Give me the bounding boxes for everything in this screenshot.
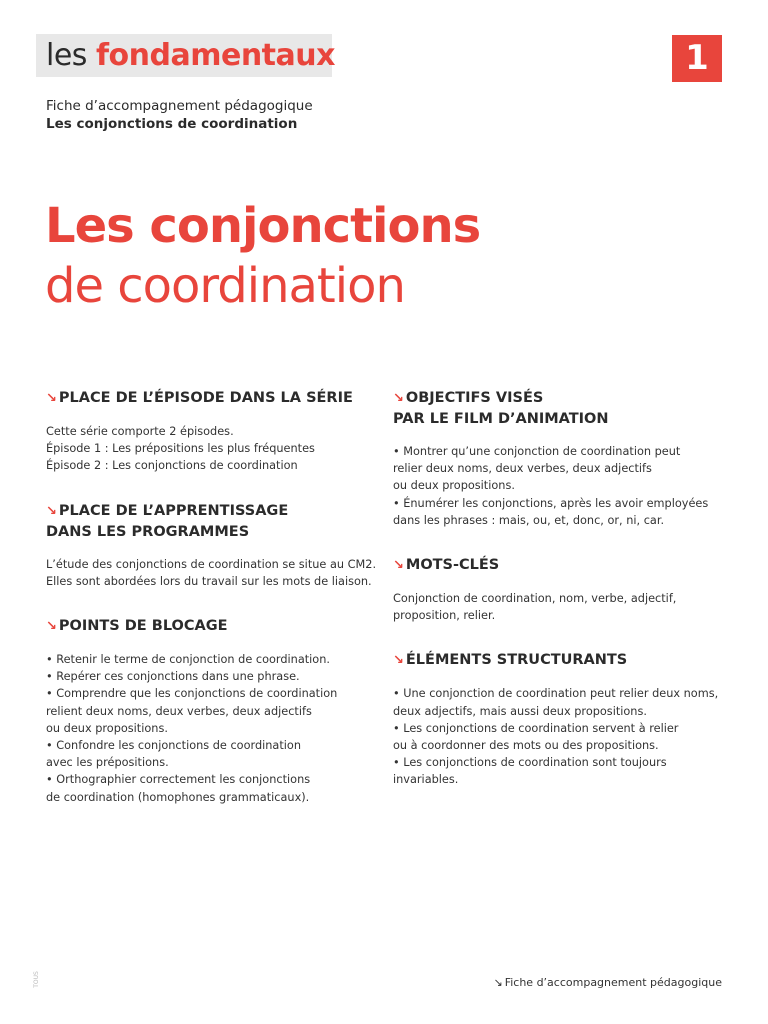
body-line: Épisode 1 : Les prépositions les plus fréquentes [46,442,315,456]
section-heading [46,388,386,409]
brand-light-text: les [46,38,96,73]
section-body [393,590,733,624]
section [393,650,733,788]
section-heading-text: ÉLÉMENTS STRUCTURANTS [405,652,628,669]
body-line: • Orthographier correctement les conjonctions [46,773,311,787]
page-title [45,196,480,316]
body-line: • Énumérer les conjonctions, après les avoir employées [393,496,709,510]
arrow-icon: ↘ [46,619,57,635]
body-line: • Comprendre que les conjonctions de coordination [46,687,338,701]
body-line: Cette série comporte 2 épisodes. [46,425,234,438]
body-line: ou deux propositions. [46,721,168,735]
body-line: • Montrer qu’une conjonction de coordination peut [393,445,681,458]
section-heading-text: OBJECTIFS VISÉS [405,390,544,406]
section-heading [393,555,733,576]
page-title-line-1: Les conjonctions [45,198,481,254]
section-body [46,651,386,806]
body-line: ou à coordonner des mots ou des propositions. [393,739,659,753]
body-line: dans les phrases : mais, ou, et, donc, or, ni, car. [393,513,665,527]
section-heading-text: MOTS-CLÉS [405,557,500,574]
section-heading-line [393,409,733,429]
page-reference-mark: TOUS [32,971,40,988]
body-line: relier deux noms, deux verbes, deux adjectifs [393,462,652,476]
body-line: avec les prépositions. [46,756,169,770]
right-column [393,388,733,815]
subheader-line-2: Les conjonctions de coordination [46,116,298,132]
arrow-icon: ↘ [46,391,57,406]
body-line: deux adjectifs, mais aussi deux propositions. [393,704,647,718]
body-line: Épisode 2 : Les conjonctions de coordination [46,459,298,473]
section [46,388,386,475]
section-heading-text: POINTS DE BLOCAGE [58,618,228,635]
section-body [393,685,733,788]
section-body [393,443,733,529]
page-title-line-2: de coordination [45,258,405,314]
section-heading-line [393,388,733,409]
body-line: • Une conjonction de coordination peut relier deux noms, [393,687,719,701]
episode-number-badge: 1 [672,35,722,82]
arrow-icon: ↘ [393,391,404,406]
footer-arrow-icon: ↘ [493,976,503,989]
body-line: • Les conjonctions de coordination sont toujours invariables. [393,756,667,787]
arrow-icon: ↘ [46,503,57,519]
section-heading [393,650,733,671]
section-heading-line [46,616,386,637]
body-line: • Retenir le terme de conjonction de coordination. [46,653,330,667]
brand-logo [36,34,335,77]
section [393,388,733,529]
body-line: Elles sont abordées lors du travail sur les mots de liaison. [46,574,372,588]
body-line: de coordination (homophones grammaticaux). [46,790,310,804]
document-subheader [46,97,313,133]
section-body [46,556,386,590]
body-line: L’étude des conjonctions de coordination se situe au CM2. [46,557,377,571]
body-line: • Les conjonctions de coordination servent à relier [393,721,679,735]
body-line: Conjonction de coordination, nom, verbe, adjectif, [393,592,677,606]
body-line: ou deux propositions. [393,479,515,493]
section-body [46,423,386,475]
section-heading-line [393,555,733,576]
section-heading-line [393,650,733,671]
subheader-line-1: Fiche d’accompagnement pédagogique [46,98,313,114]
section-heading-text: PAR LE FILM D’ANIMATION [393,411,609,427]
section-heading [46,501,386,542]
section-heading-line [46,501,386,522]
body-line: proposition, relier. [393,609,496,623]
section-heading-text: PLACE DE L’ÉPISODE DANS LA SÉRIE [58,390,353,406]
section-heading-line [46,522,386,542]
footer-text: Fiche d’accompagnement pédagogique [504,976,722,989]
arrow-icon: ↘ [393,653,404,669]
section-heading-text: DANS LES PROGRAMMES [46,523,250,540]
body-line: relient deux noms, deux verbes, deux adjectifs [46,704,312,718]
body-line: • Repérer ces conjonctions dans une phrase. [46,670,300,684]
arrow-icon: ↘ [393,558,404,574]
section-heading [393,388,733,429]
section-heading-line [46,388,386,409]
section [46,501,386,590]
section-heading [46,616,386,637]
left-column [46,388,386,832]
section-heading-text: PLACE DE L’APPRENTISSAGE [58,502,289,519]
section [46,616,386,806]
page-footer [493,976,722,989]
brand-bold-text: fondamentaux [95,38,335,73]
body-line: • Confondre les conjonctions de coordination [46,739,301,753]
section [393,555,733,624]
